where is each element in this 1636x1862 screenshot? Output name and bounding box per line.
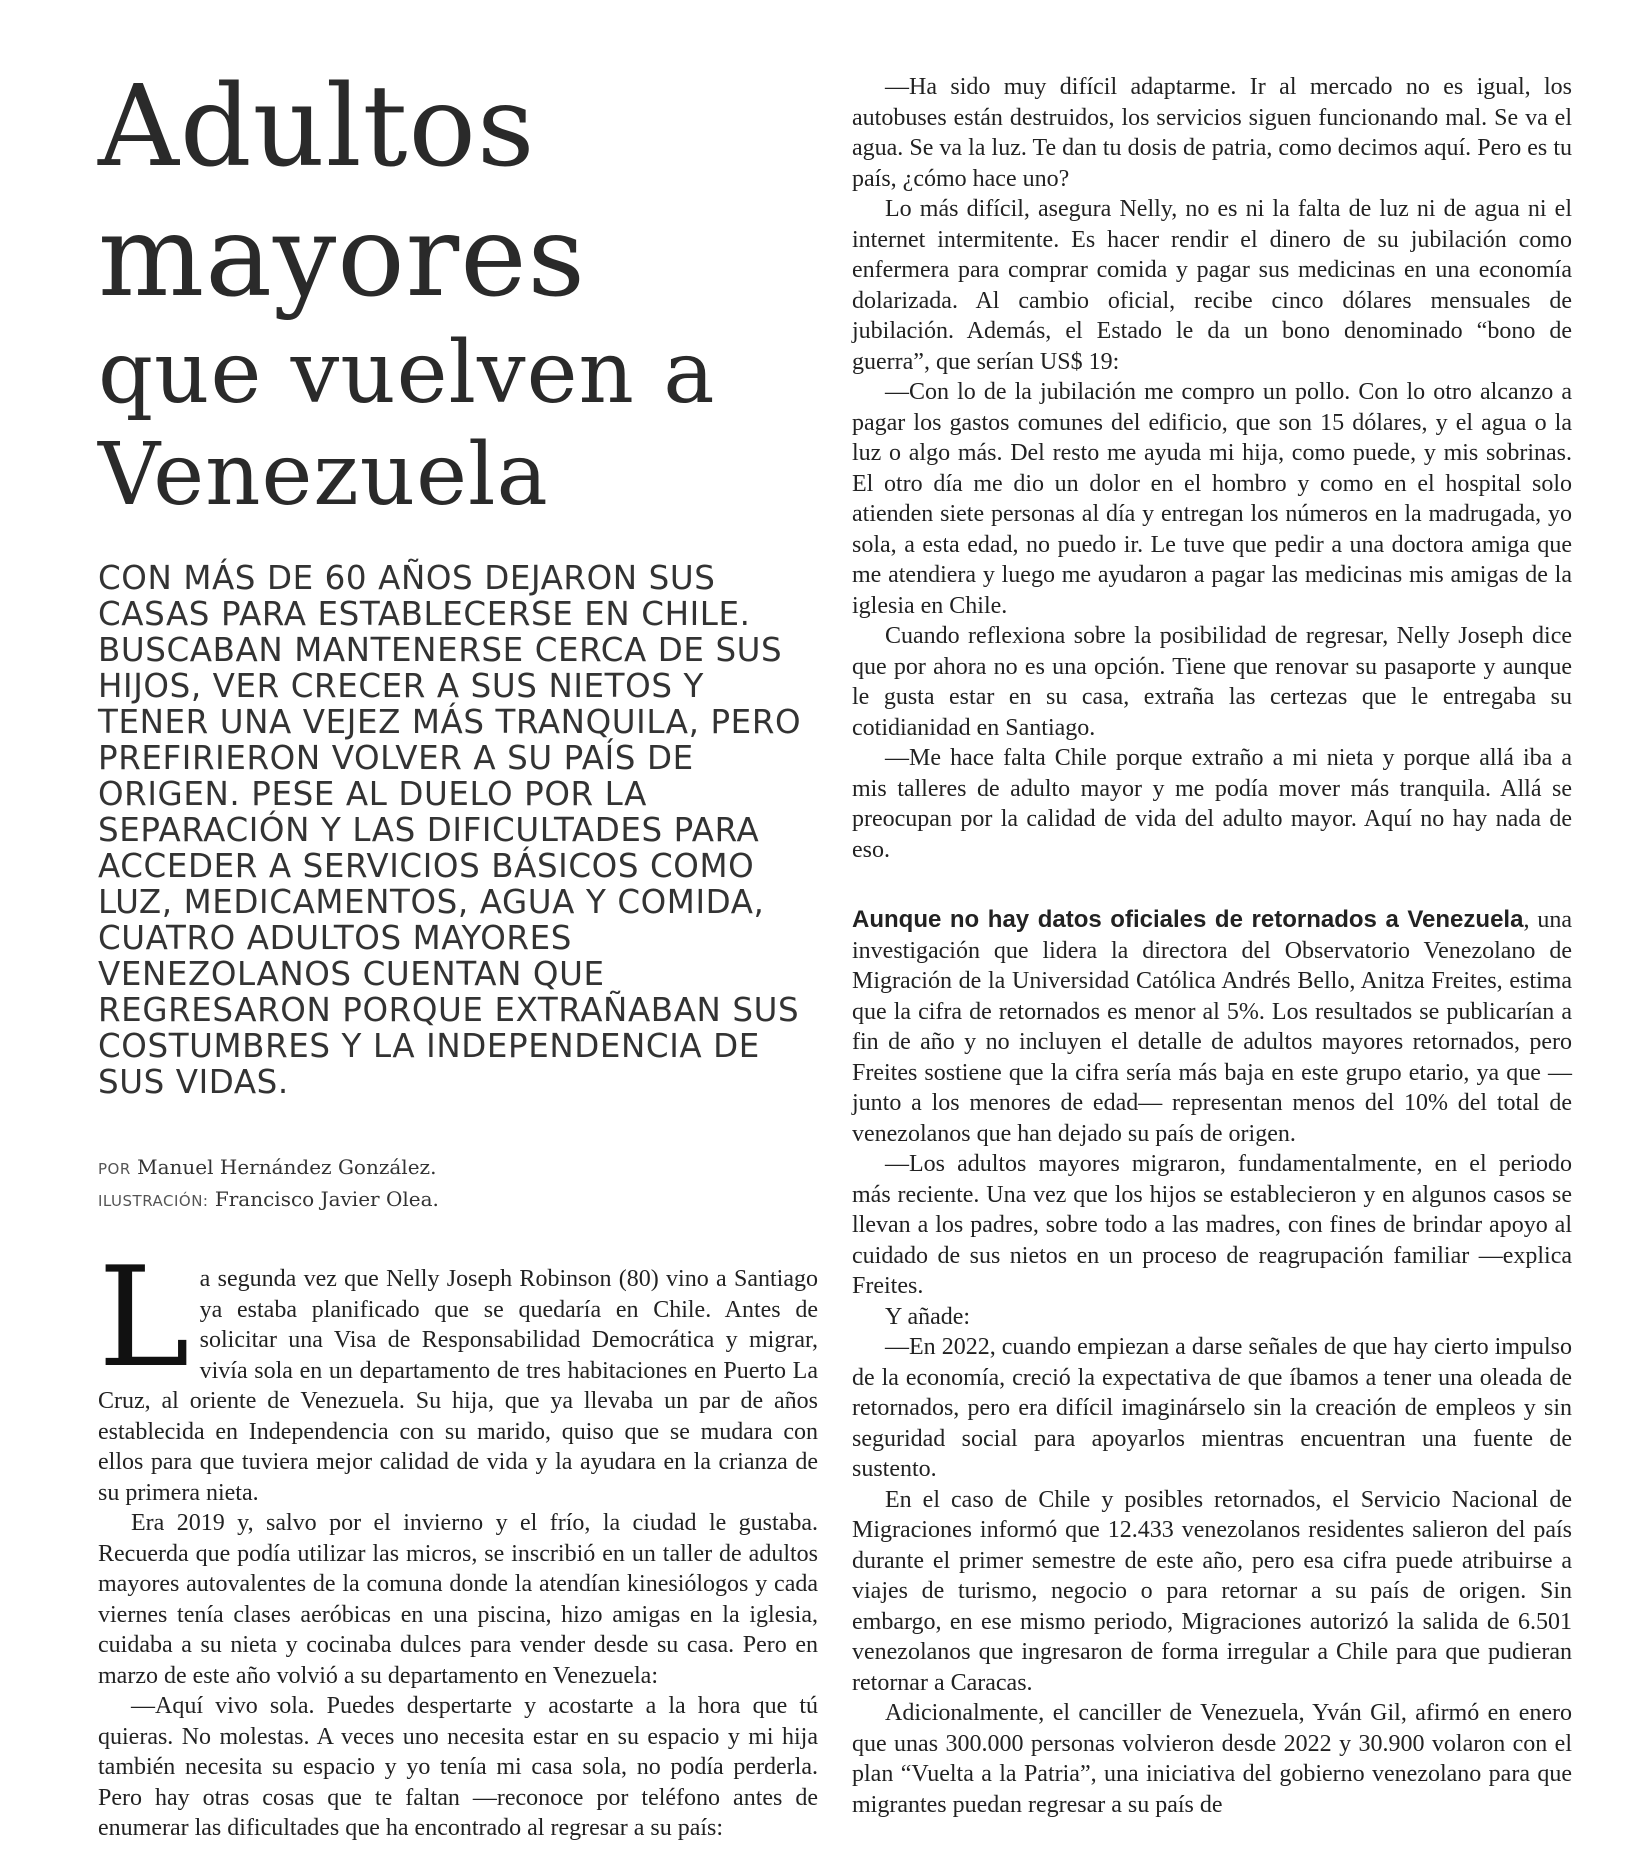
body-paragraph: —En 2022, cuando empiezan a darse señales de que hay cierto impulso de la economía, creció la expectativa de que íbamos a tener una oleada de retornados, pero era difícil imaginárselo sin la creación de empleos y sin seguridad social para apoyarlos mientras encuentran una fuente de sustento. — [852, 1334, 1572, 1482]
headline-line-4: Venezuela — [98, 425, 549, 525]
headline-line-2: mayores — [98, 192, 586, 322]
illustrator-credit — [98, 1184, 818, 1216]
body-paragraph: —Aquí vivo sola. Puedes despertarte y acostarte a la hora que tú quieras. No molestas. A veces uno necesita estar en su espacio y mi hija también necesita su espacio y yo tenía mi casa sola, no podía perderla. Pero hay otras cosas que te faltan —reconoce por teléfono antes de enumerar las dificultades que ha encontrado al regresar a su país: — [98, 1693, 818, 1841]
right-body-section — [852, 905, 1572, 1820]
body-paragraph: Lo más difícil, asegura Nelly, no es ni la falta de luz ni de agua ni el internet intermitente. Es hacer rendir el dinero de su jubilación como enfermera para comprar comida y pagar sus medicinas en una economía dolarizada. Al cambio oficial, recibe cinco dólares mensuales de jubilación. Además, el Estado le da un bono denominado “bono de guerra”, que serían US$ 19: — [852, 196, 1572, 375]
left-column — [98, 62, 818, 1844]
section-lead-rest: , una investigación que lidera la directora del Observatorio Venezolano de Migración de la Universidad Católica Andrés Bello, Anitza Freites, estima que la cifra de retornados es menor al 5%. Los resultados se publicarían a fin de año y no incluyen el detalle de adultos mayores retornados, pero Freites sostiene que la cifra sería más baja en este grupo etario, ya que —junto a los menores de edad— representan menos del 10% del total de venezolanos que han dejado su país de origen. — [852, 907, 1572, 1147]
author-label: POR — [98, 1160, 131, 1178]
body-paragraph: Cuando reflexiona sobre la posibilidad de regresar, Nelly Joseph dice que por ahora no es una opción. Tiene que renovar su pasaporte y aunque le gusta estar en su casa, extraña las certezas que le entregaba su cotidianidad en Santiago. — [852, 623, 1572, 741]
headline-line-3: que vuelven a — [98, 323, 716, 423]
illustrator-name: Francisco Javier Olea. — [214, 1187, 439, 1211]
byline — [98, 1152, 818, 1216]
first-paragraph-text: a segunda vez que Nelly Joseph Robinson (80) vino a Santiago ya estaba planificado que se quedaría en Chile. Antes de solicitar una Visa de Responsabilidad Democrática y migrar, vivía sola en un departamento de tres habitaciones en Puerto La Cruz, al oriente de Venezuela. Su hija, que ya llevaba un par de años establecida en Independencia con su marido, quiso que se mudara con ellos para que tuviera mejor calidad de vida y la ayudara en la crianza de su primera nieta. — [98, 1266, 818, 1506]
right-body-top — [852, 72, 1572, 865]
body-paragraph: Y añade: — [885, 1303, 971, 1330]
deck-summary: CON MÁS DE 60 AÑOS DEJARON SUS CASAS PARA ESTABLECERSE EN CHILE. BUSCABAN MANTENERSE CERCA DE SUS HIJOS, VER CRECER A SUS NIETOS Y TENER UNA VEJEZ MÁS TRANQUILA, PERO PREFIRIERON VOLVER A SU PAÍS DE ORIGEN. PESE AL DUELO POR LA SEPARACIÓN Y LAS DIFICULTADES PARA ACCEDER A SERVICIOS BÁSICOS COMO LUZ, MEDICAMENTOS, AGUA Y COMIDA, CUATRO ADULTOS MAYORES VENEZOLANOS CUENTAN QUE REGRESARON PORQUE EXTRAÑABAN SUS COSTUMBRES Y LA INDEPENDENCIA DE SUS VIDAS. — [98, 559, 802, 1101]
drop-cap: L — [98, 1237, 190, 1398]
body-paragraph: —Ha sido muy difícil adaptarme. Ir al mercado no es igual, los autobuses están destruidos, los servicios siguen funcionando mal. Se va el agua. Se va la luz. Te dan tu dosis de patria, como decimos aquí. Pero es tu país, ¿cómo hace uno? — [852, 74, 1572, 192]
body-paragraph: En el caso de Chile y posibles retornados, el Servicio Nacional de Migraciones informó que 12.433 venezolanos residentes salieron del país durante el primer semestre de este año, pero esa cifra puede atribuirse a viajes de turismo, negocio o para retornar a su país de origen. Sin embargo, en ese mismo periodo, Migraciones autorizó la salida de 6.501 venezolanos que ingresaron de forma irregular a Chile para que pudieran retornar a Caracas. — [852, 1486, 1572, 1696]
section-lead-paragraph — [852, 905, 1572, 1149]
author-name: Manuel Hernández González. — [137, 1155, 437, 1179]
body-paragraph: Adicionalmente, el canciller de Venezuela, Yván Gil, afirmó en enero que unas 300.000 personas volvieron desde 2022 y 30.900 volaron con el plan “Vuelta a la Patria”, una iniciativa del gobierno venezolano para que migrantes puedan regresar a su país de — [852, 1700, 1572, 1818]
body-paragraph: Era 2019 y, salvo por el invierno y el frío, la ciudad le gustaba. Recuerda que podía utilizar las micros, se inscribió en un taller de adultos mayores autovalentes de la comuna donde la atendían kinesiólogos y cada viernes tenía clases aeróbicas en una piscina, hizo amigas en la iglesia, cuidaba a su nieta y cocinaba dulces para vender desde su casa. Pero en marzo de este año volvió a su departamento en Venezuela: — [98, 1510, 818, 1689]
body-paragraph: —Con lo de la jubilación me compro un pollo. Con lo otro alcanzo a pagar los gastos comunes del edificio, que son 15 dólares, y el agua o la luz o algo más. Del resto me ayuda mi hija, como puede, y mis sobrinas. El otro día me dio un dolor en el hombro y como en el hospital solo atienden siete personas al día y entregan los números en la madrugada, yo sola, a esta edad, no puedo ir. Le tuve que pedir a una doctora amiga que me atendiera y luego me ayudaron a pagar las medicinas mis amigas de la iglesia en Chile. — [852, 379, 1572, 619]
illustrator-label: ILUSTRACIÓN: — [98, 1192, 209, 1210]
body-paragraph: —Me hace falta Chile porque extraño a mi nieta y porque allá iba a mis talleres de adulto mayor y me podía mover más tranquila. Allá se preocupan por la calidad de vida del adulto mayor. Aquí no hay nada de eso. — [852, 745, 1572, 863]
right-column — [852, 72, 1572, 1820]
author-credit — [98, 1152, 818, 1184]
left-body — [98, 1237, 818, 1844]
body-paragraph: —Los adultos mayores migraron, fundamentalmente, en el periodo más reciente. Una vez que los hijos se establecieron y en algunos casos se llevan a los padres, sobre todo a las madres, con fines de brindar apoyo al cuidado de sus nietos en un proceso de reagrupación familiar —explica Freites. — [852, 1151, 1572, 1299]
headline-line-1: Adultos — [98, 62, 536, 192]
section-lead-bold: Aunque no hay datos oficiales de retornados a Venezuela — [852, 906, 1524, 933]
headline — [98, 62, 818, 526]
first-paragraph — [98, 1237, 818, 1508]
